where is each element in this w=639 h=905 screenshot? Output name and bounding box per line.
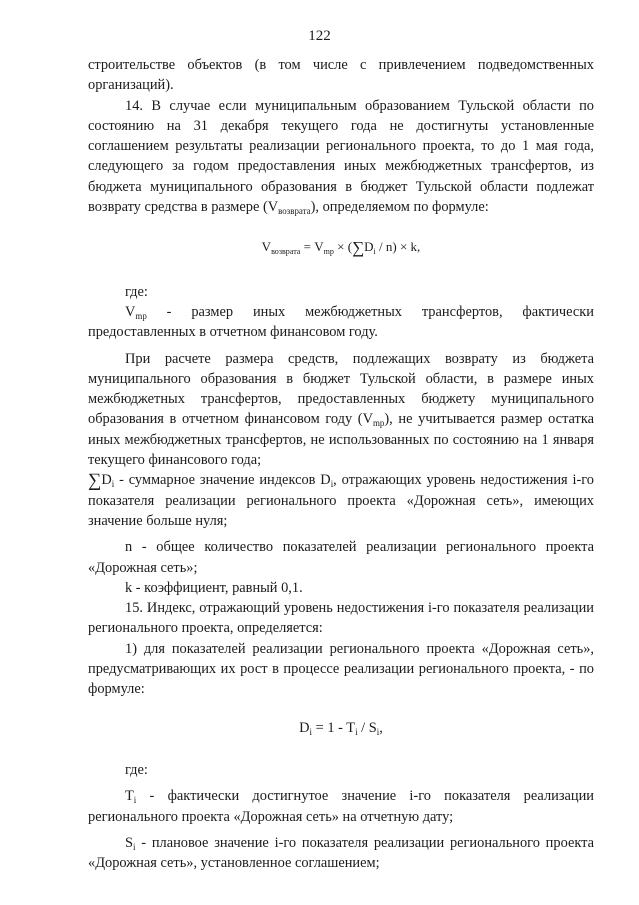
formula-part: ,: [379, 719, 383, 736]
paragraph-continuation: [88, 55, 594, 96]
document-body: [88, 55, 594, 873]
formula-part: D: [299, 719, 310, 736]
subscript: i: [355, 726, 358, 737]
formula-index: [88, 718, 594, 738]
formula-part: = 1 - T: [312, 719, 356, 736]
text: где:: [125, 761, 148, 778]
subscript: возврата: [271, 247, 301, 257]
where-label-1: [88, 282, 594, 302]
text: ), не учитывается размер остатка иных межбюджетных трансфертов, не использованных по состоянию на 1 января текущего финансового года;: [88, 411, 594, 469]
text: V: [125, 303, 136, 320]
text: - суммарное значение индексов D: [114, 472, 331, 489]
subscript: i: [309, 726, 313, 737]
formula-return: [88, 237, 594, 257]
paragraph-15: [88, 598, 594, 639]
text: При расчете размера средств, подлежащих возврату из бюджета муниципального образования в бюджет Тульской области, в размере иных межбюджетных трансфертов, предоставленных бюджету муниципального образования в отчетном финансовом году (V: [88, 350, 594, 428]
where-label-2: [88, 760, 594, 780]
formula-part: / n) × k,: [375, 239, 421, 255]
text: 14. В случае если муниципальным образованием Тульской области по состоянию на 31 декабря текущего года не достигнуты установленные соглашением результаты реализации регионального проекта, то до 1 мая года, следующего за годом предоставления иных межбюджетных трансфертов, из бюджета муниципального образования в бюджет Тульской области подлежат возврату средства в размере (V: [88, 97, 594, 216]
paragraph-14: [88, 96, 594, 218]
subscript: mp: [373, 418, 385, 429]
subscript: i: [376, 726, 380, 737]
formula-part: V: [261, 239, 272, 255]
definition-si: [88, 833, 594, 874]
definition-n: [88, 537, 594, 578]
text: 15. Индекс, отражающий уровень недостижения i-го показателя реализации регионального проекта, определяется:: [88, 600, 594, 637]
paragraph-15-1: [88, 639, 594, 700]
subscript: mp: [135, 310, 147, 321]
definition-ti: [88, 786, 594, 827]
subscript: i: [111, 479, 115, 490]
text: S: [125, 834, 134, 851]
sum-symbol: ∑: [352, 238, 365, 258]
text: , отражающих уровень недостижения i-го показателя реализации регионального проекта «Дорожная сеть», имеющих значение больше нуля;: [88, 472, 595, 529]
text: - размер иных межбюджетных трансфертов, фактически предоставленных в отчетном финансовом году.: [88, 303, 594, 341]
definition-sum-di: [88, 470, 594, 531]
text: - фактически достигнутое значение i-го показателя реализации регионального проекта «Дорожная сеть» на отчетную дату;: [88, 788, 594, 825]
text: k - коэффициент, равный 0,1.: [125, 579, 303, 596]
text: n - общее количество показателей реализации регионального проекта «Дорожная сеть»;: [88, 539, 594, 576]
subscript: возврата: [278, 206, 311, 217]
text: T: [125, 788, 134, 805]
text: - плановое значение i-го показателя реализации регионального проекта «Дорожная сеть», установленное соглашением;: [88, 834, 594, 872]
definition-vmp: [88, 302, 594, 343]
text: где:: [125, 283, 148, 300]
subscript: mp: [323, 247, 334, 257]
subscript: i: [133, 795, 137, 806]
formula-part: × (: [333, 239, 353, 255]
page-number: 122: [308, 28, 331, 44]
subscript: i: [373, 247, 376, 257]
text: D: [101, 472, 112, 489]
text: ), определяемом по формуле:: [310, 199, 489, 216]
paragraph-calculation: [88, 349, 594, 471]
text: 1) для показателей реализации регионального проекта «Дорожная сеть», предусматривающих их рост в процессе реализации регионального проекта, - по формуле:: [88, 640, 594, 698]
definition-k: [88, 578, 594, 598]
text: строительстве объектов (в том числе с привлечением подведомственных организаций).: [88, 57, 594, 94]
subscript: i: [133, 841, 136, 852]
formula-part: D: [364, 239, 374, 255]
formula-part: = V: [300, 239, 324, 255]
sum-symbol: ∑: [88, 470, 102, 492]
formula-part: / S: [357, 719, 377, 736]
subscript: i: [330, 479, 334, 490]
